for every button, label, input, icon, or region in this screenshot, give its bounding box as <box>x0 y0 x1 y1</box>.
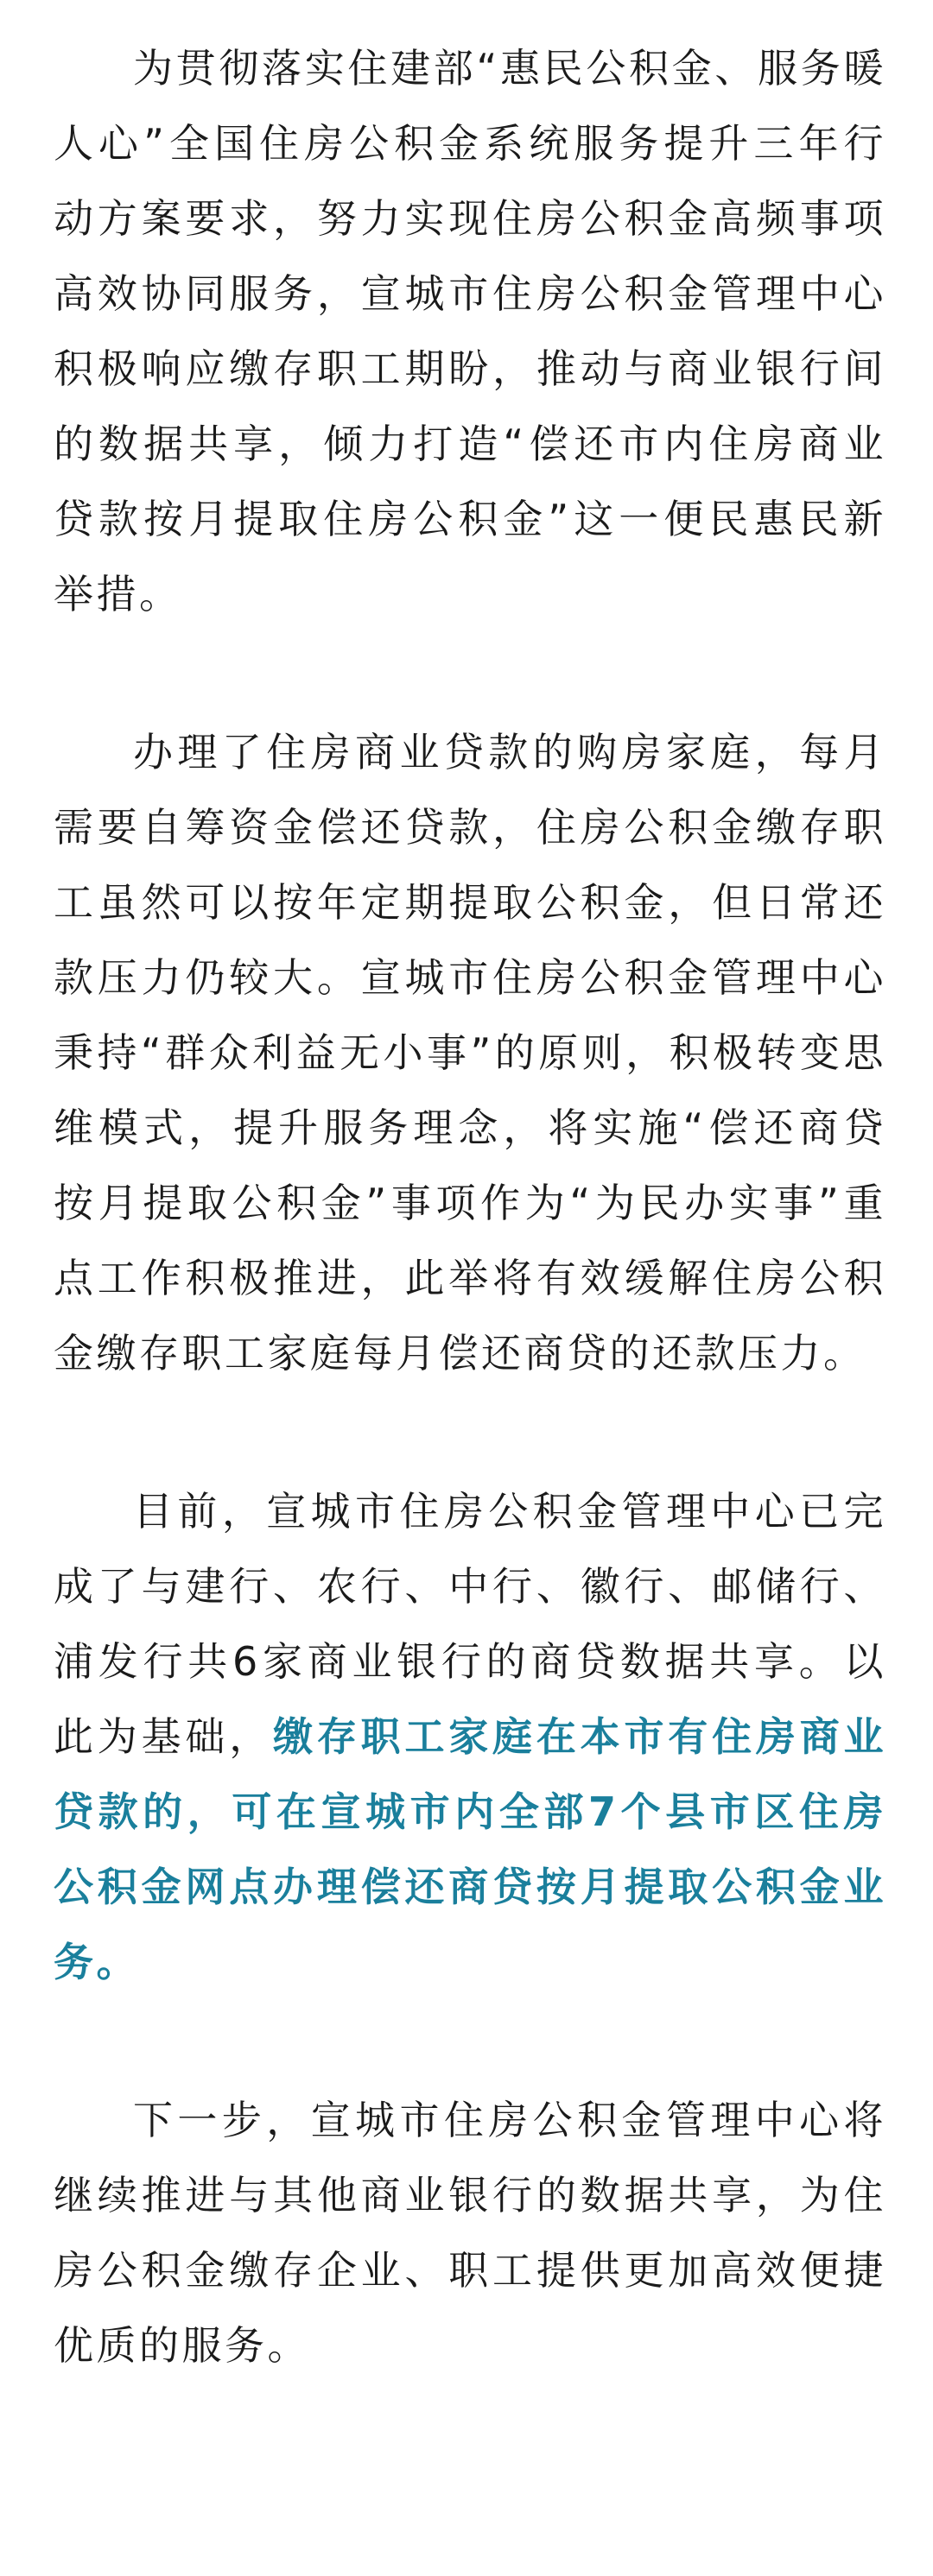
paragraph-3-text: 目前，宣城市住房公积金管理中心已完成了与建行、农行、中行、徽行、邮储行、浦发行共6家商业银行的商贷数据共享。以此为基础， <box>54 1488 886 1760</box>
paragraph-4-text: 下一步，宣城市住房公积金管理中心将继续推进与其他商业银行的数据共享，为住房公积金缴存企业、职工提供更加高效便捷优质的服务。 <box>54 2097 886 2369</box>
paragraph-2 <box>54 715 886 1391</box>
paragraph-4 <box>54 2083 886 2383</box>
paragraph-3-highlight: 缴存职工家庭在本市有住房商业贷款的，可在宣城市内全部7个县市区住房公积金网点办理偿还商贷按月提取公积金业务。 <box>54 1713 887 1985</box>
paragraph-1-text: 为贯彻落实住建部“惠民公积金、服务暖人心”全国住房公积金系统服务提升三年行动方案要求，努力实现住房公积金高频事项高效协同服务，宣城市住房公积金管理中心积极响应缴存职工期盼，推动与商业银行间的数据共享，倾力打造“偿还市内住房商业贷款按月提取住房公积金”这一便民惠民新举措。 <box>54 45 886 617</box>
paragraph-1 <box>54 31 886 632</box>
paragraph-3 <box>54 1474 886 2000</box>
paragraph-2-text: 办理了住房商业贷款的购房家庭，每月需要自筹资金偿还贷款，住房公积金缴存职工虽然可以按年定期提取公积金，但日常还款压力仍较大。宣城市住房公积金管理中心秉持“群众利益无小事”的原则，积极转变思维模式，提升服务理念，将实施“偿还商贷按月提取公积金”事项作为“为民办实事”重点工作积极推进，此举将有效缓解住房公积金缴存职工家庭每月偿还商贷的还款压力。 <box>54 729 886 1377</box>
